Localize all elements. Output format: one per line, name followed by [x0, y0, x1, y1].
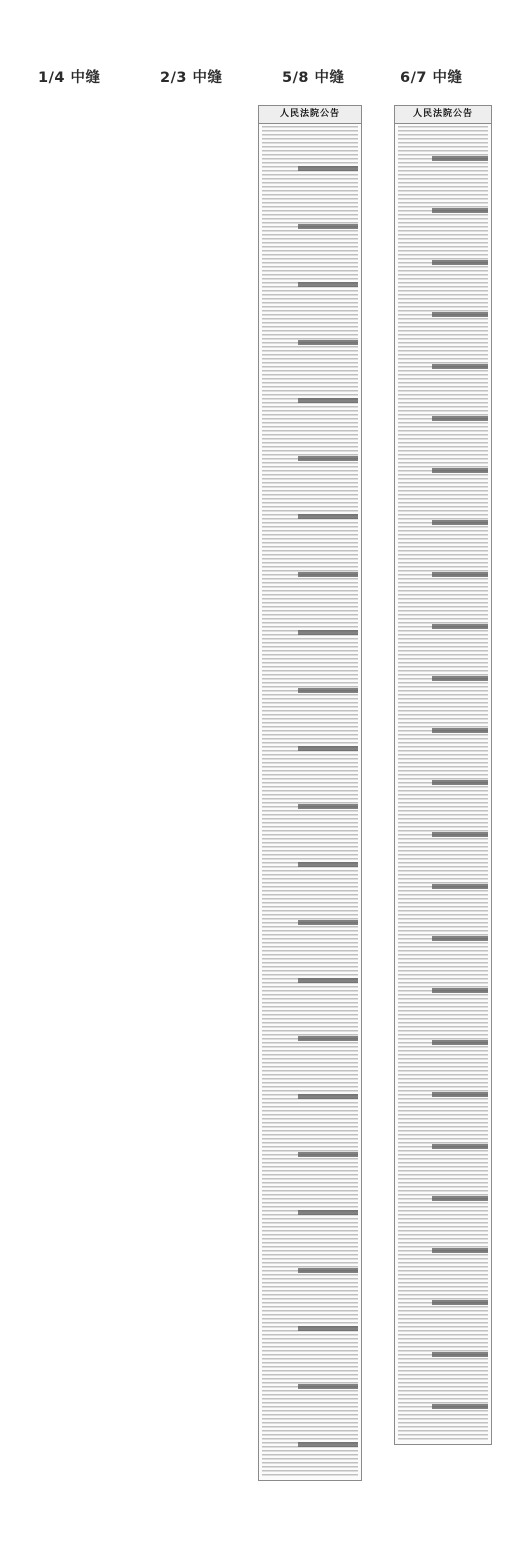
court-signature-line [432, 1092, 488, 1097]
court-signature-line [298, 1268, 358, 1273]
court-signature-line [298, 1036, 358, 1041]
announcement-text-block [262, 126, 358, 1477]
layout-label-two-thirds: 2/3 中缝 [160, 70, 223, 86]
layout-label-five-eighths: 5/8 中缝 [282, 70, 345, 86]
court-signature-line [298, 1094, 358, 1099]
announcement-column-five-eighths [258, 105, 362, 1481]
court-signature-line [432, 208, 488, 213]
court-signature-line [432, 884, 488, 889]
court-signature-line [432, 1404, 488, 1409]
court-signature-line [298, 514, 358, 519]
column-title: 人民法院公告 [259, 106, 361, 124]
layout-label-quarter: 1/4 中缝 [38, 70, 101, 86]
court-signature-line [432, 624, 488, 629]
court-signature-line [298, 862, 358, 867]
court-signature-line [432, 364, 488, 369]
court-signature-line [432, 520, 488, 525]
court-signature-line [298, 398, 358, 403]
court-signature-line [298, 688, 358, 693]
court-signature-line [432, 1196, 488, 1201]
court-signature-line [432, 416, 488, 421]
court-signature-line [432, 728, 488, 733]
court-signature-line [432, 312, 488, 317]
court-signature-line [432, 1040, 488, 1045]
court-signature-line [432, 1300, 488, 1305]
column-title: 人民法院公告 [395, 106, 491, 124]
layout-label-six-sevenths: 6/7 中缝 [400, 70, 463, 86]
court-signature-line [432, 1248, 488, 1253]
court-signature-line [432, 780, 488, 785]
court-signature-line [298, 1210, 358, 1215]
court-signature-line [432, 260, 488, 265]
court-signature-line [432, 468, 488, 473]
court-signature-line [298, 1152, 358, 1157]
court-signature-line [432, 936, 488, 941]
court-signature-line [298, 1442, 358, 1447]
court-signature-line [298, 1384, 358, 1389]
court-signature-line [298, 746, 358, 751]
court-signature-line [298, 224, 358, 229]
court-signature-line [298, 920, 358, 925]
court-signature-line [432, 832, 488, 837]
court-signature-line [432, 988, 488, 993]
court-signature-line [298, 282, 358, 287]
court-signature-line [298, 630, 358, 635]
court-signature-line [432, 156, 488, 161]
court-signature-line [298, 166, 358, 171]
court-signature-line [432, 1144, 488, 1149]
court-signature-line [298, 572, 358, 577]
dense-text-lines [262, 126, 358, 1477]
announcement-column-six-sevenths [394, 105, 492, 1445]
court-signature-line [298, 340, 358, 345]
court-signature-line [298, 1326, 358, 1331]
court-signature-line [432, 572, 488, 577]
court-signature-line [298, 804, 358, 809]
court-signature-line [298, 978, 358, 983]
court-signature-line [432, 1352, 488, 1357]
court-signature-line [432, 676, 488, 681]
announcement-text-block [398, 126, 488, 1441]
court-signature-line [298, 456, 358, 461]
